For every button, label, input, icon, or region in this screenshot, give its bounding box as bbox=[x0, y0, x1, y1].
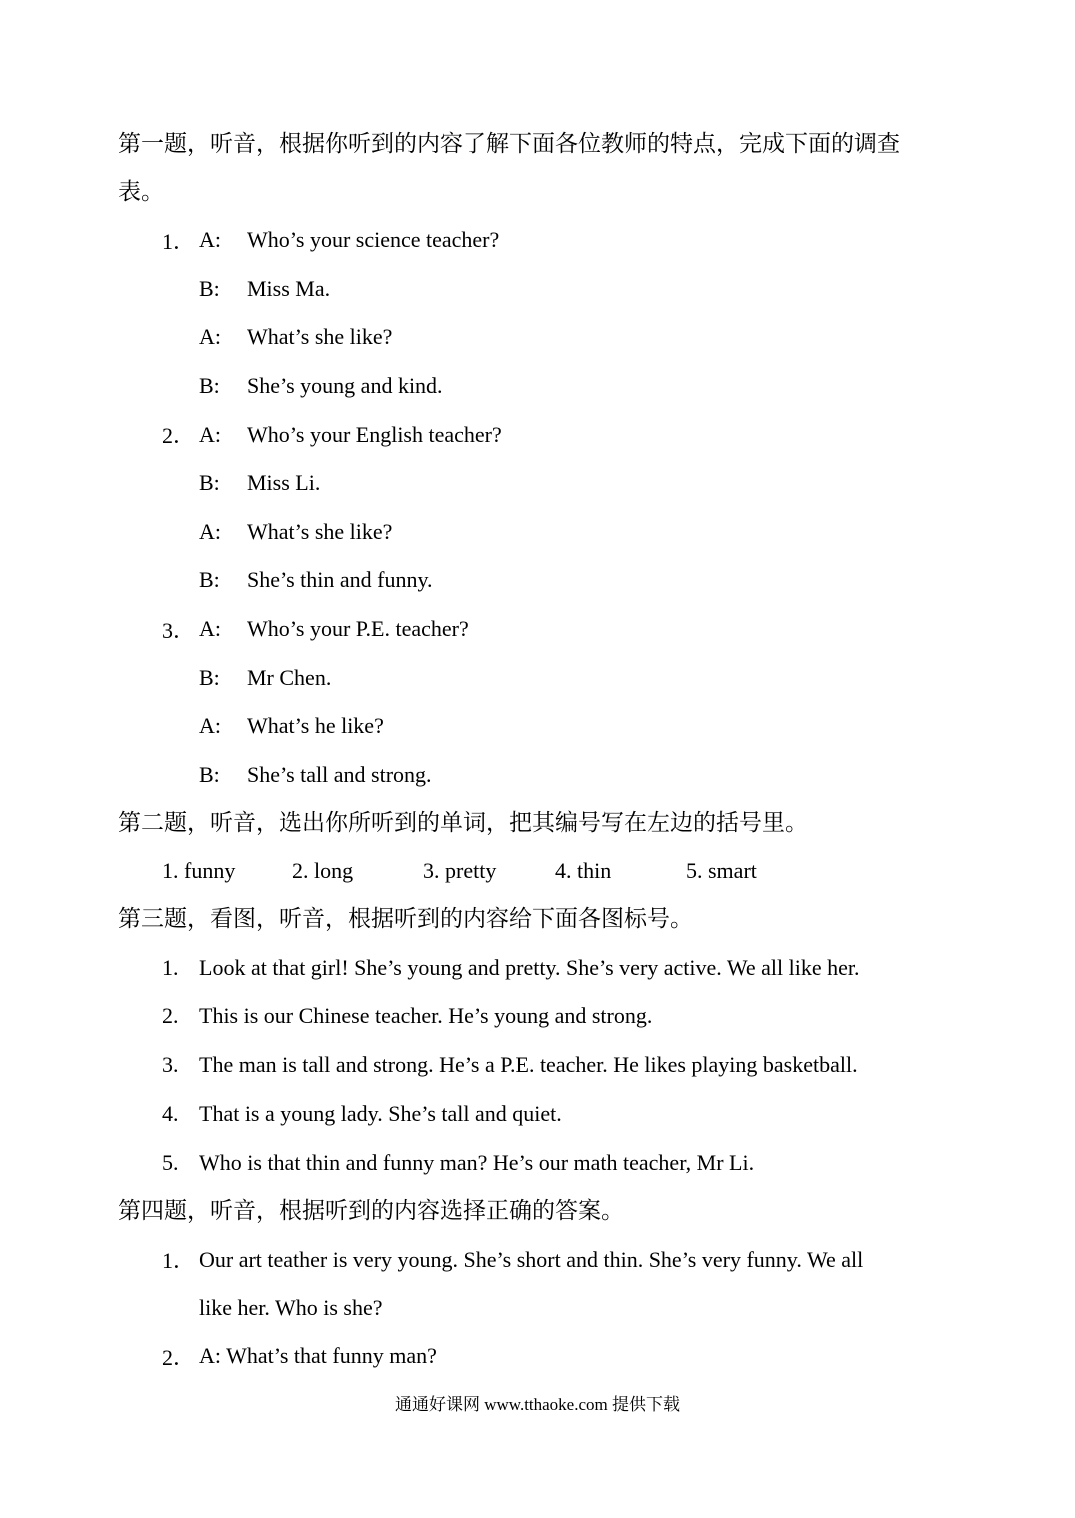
line-text: She’s thin and funny. bbox=[247, 567, 433, 593]
dialog-line bbox=[118, 605, 968, 654]
section1-title-cont: 表。 bbox=[118, 179, 164, 204]
line-text: What’s she like? bbox=[247, 324, 393, 350]
dialog-line bbox=[118, 556, 968, 605]
item-number: 2. bbox=[162, 1003, 179, 1029]
line-text: Miss Li. bbox=[247, 470, 321, 496]
dialog-line bbox=[118, 702, 968, 751]
item-text: Look at that girl! She’s young and pretty. She’s very active. We all like her. bbox=[199, 954, 860, 980]
section1-dialog-3 bbox=[118, 605, 968, 799]
section1-dialog-2 bbox=[118, 410, 968, 604]
speaker: B: bbox=[199, 761, 220, 787]
section4-title: 第四题，听音，根据听到的内容选择正确的答案。 bbox=[118, 1198, 624, 1224]
footer-text: 通通好课网 www.tthaoke.com 提供下载 bbox=[394, 1395, 681, 1414]
item-text: This is our Chinese teacher. He’s young and strong. bbox=[199, 1003, 653, 1029]
section1-dialog-1 bbox=[118, 216, 968, 410]
item-text-continued: like her. Who is she? bbox=[199, 1294, 383, 1320]
speaker: B: bbox=[199, 664, 220, 690]
section3-title: 第三题，看图，听音，根据听到的内容给下面各图标号。 bbox=[118, 906, 693, 932]
line-text: Mr Chen. bbox=[247, 664, 332, 690]
item-number: 3. bbox=[162, 1052, 179, 1078]
dialog-number: 2． bbox=[162, 423, 196, 449]
section2-title: 第二题，听音，选出你所听到的单词，把其编号写在左边的括号里。 bbox=[118, 810, 808, 836]
list-item bbox=[118, 1090, 968, 1139]
item-number: 4. bbox=[162, 1100, 179, 1126]
speaker: A: bbox=[199, 324, 221, 350]
list-item bbox=[118, 943, 968, 992]
line-text: She’s young and kind. bbox=[247, 373, 443, 399]
speaker: B: bbox=[199, 275, 220, 301]
list-item bbox=[118, 1332, 968, 1381]
section1-title: 第一题，听音，根据你听到的内容了解下面各位教师的特点，完成下面的调查 bbox=[118, 131, 900, 156]
speaker: A: bbox=[199, 227, 221, 253]
word-option: 4. thin bbox=[555, 858, 612, 884]
dialog-line bbox=[118, 751, 968, 800]
dialog-line bbox=[118, 362, 968, 411]
speaker: A: bbox=[199, 616, 221, 642]
word-list bbox=[118, 847, 968, 895]
item-text: That is a young lady. She’s tall and quiet. bbox=[199, 1100, 562, 1126]
list-item bbox=[118, 1235, 968, 1284]
item-text: The man is tall and strong. He’s a P.E. teacher. He likes playing basketball. bbox=[199, 1052, 858, 1078]
line-text: What’s he like? bbox=[247, 713, 384, 739]
dialog-line bbox=[118, 410, 968, 459]
word-option: 1. funny bbox=[162, 858, 236, 884]
dialog-line bbox=[118, 265, 968, 314]
item-text: A: What’s that funny man? bbox=[199, 1343, 437, 1369]
dialog-number: 3． bbox=[162, 617, 196, 643]
speaker: B: bbox=[199, 470, 220, 496]
list-item bbox=[118, 1041, 968, 1090]
item-text: Our art teather is very young. She’s short and thin. She’s very funny. We all bbox=[199, 1246, 864, 1272]
word-option: 5. smart bbox=[686, 858, 757, 884]
line-text: She’s tall and strong. bbox=[247, 761, 432, 787]
item-text: Who is that thin and funny man? He’s our math teacher, Mr Li. bbox=[199, 1149, 755, 1175]
speaker: B: bbox=[199, 567, 220, 593]
line-text: Who’s your English teacher? bbox=[247, 421, 502, 447]
dialog-line bbox=[118, 216, 968, 265]
item-number: 1． bbox=[162, 1248, 196, 1273]
dialog-line bbox=[118, 313, 968, 362]
item-number: 2． bbox=[162, 1344, 196, 1370]
word-option: 3. pretty bbox=[423, 858, 497, 884]
line-text: Who’s your science teacher? bbox=[247, 227, 500, 253]
item-number: 5. bbox=[162, 1149, 179, 1175]
dialog-line bbox=[118, 459, 968, 508]
list-item bbox=[118, 992, 968, 1041]
line-text: Miss Ma. bbox=[247, 275, 331, 301]
dialog-number: 1． bbox=[162, 228, 196, 254]
speaker: A: bbox=[199, 518, 221, 544]
speaker: A: bbox=[199, 421, 221, 447]
line-text: Who’s your P.E. teacher? bbox=[247, 616, 469, 642]
dialog-line bbox=[118, 653, 968, 702]
word-option: 2. long bbox=[292, 858, 354, 884]
document-content bbox=[118, 120, 968, 1381]
line-text: What’s she like? bbox=[247, 518, 393, 544]
dialog-line bbox=[118, 508, 968, 557]
list-item bbox=[118, 1138, 968, 1187]
item-number: 1. bbox=[162, 954, 179, 980]
speaker: A: bbox=[199, 713, 221, 739]
speaker: B: bbox=[199, 373, 220, 399]
